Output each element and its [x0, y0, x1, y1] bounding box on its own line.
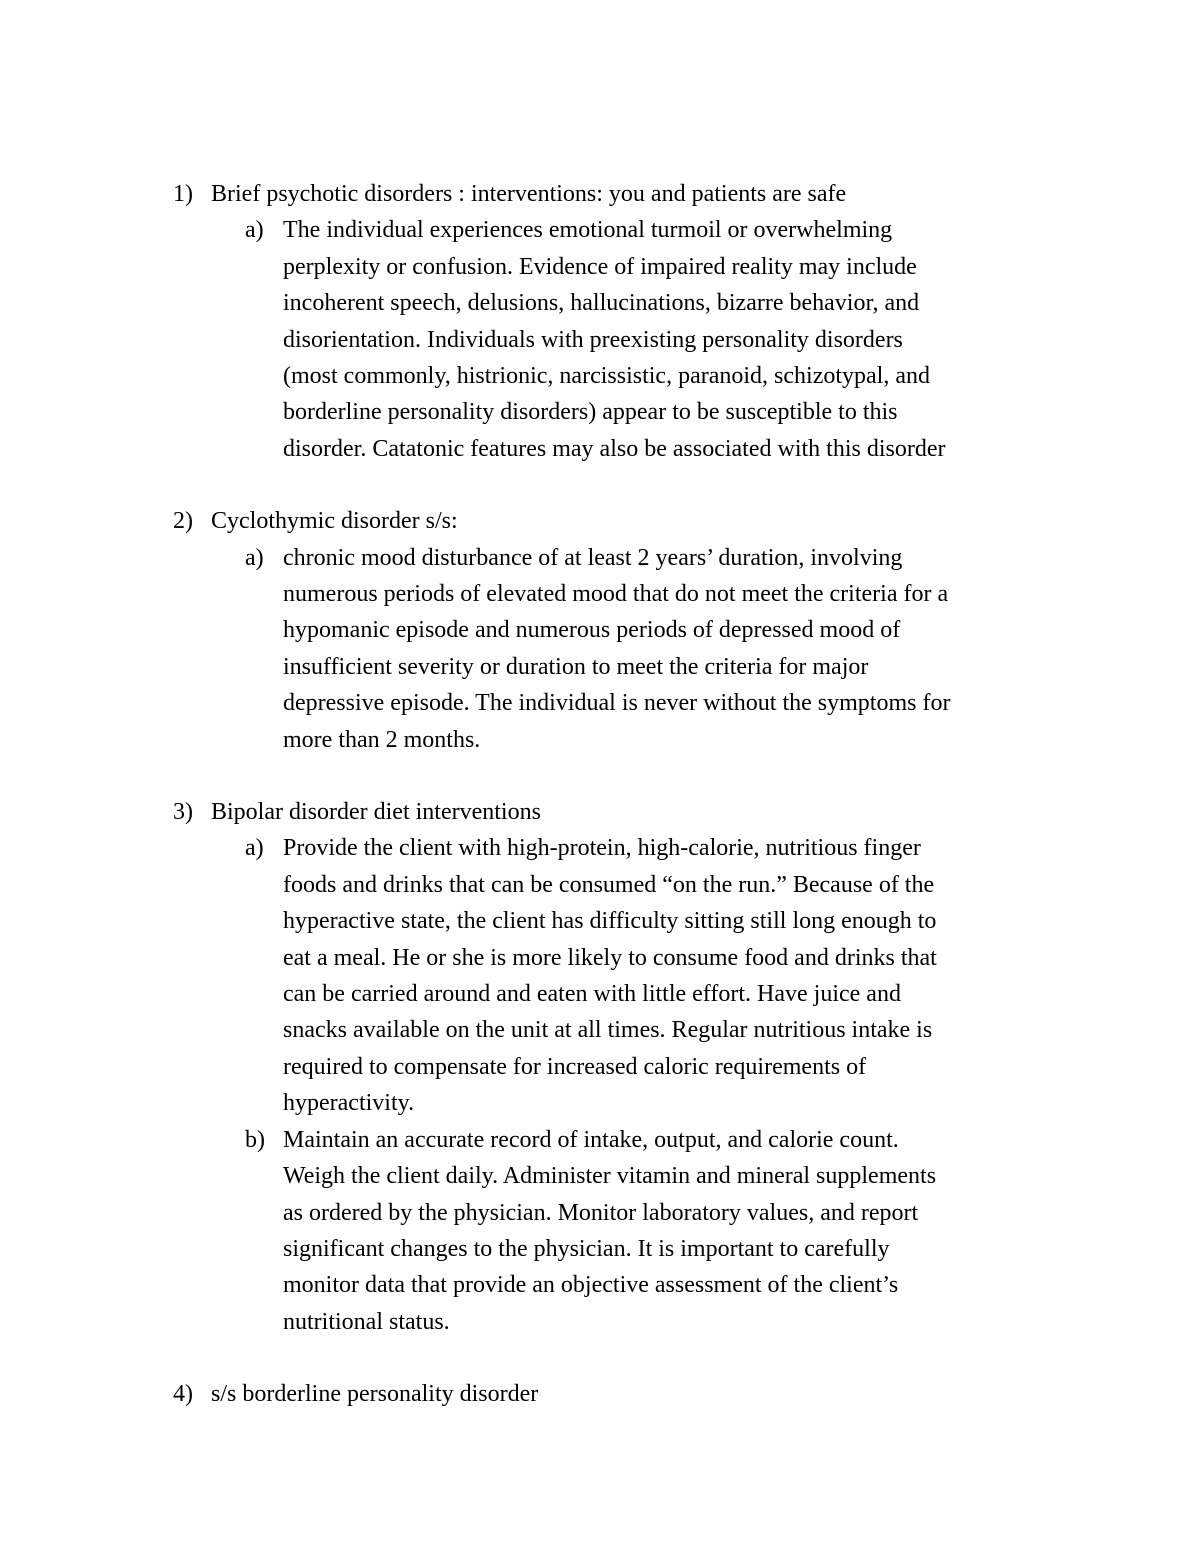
list-item-heading [0, 176, 1200, 212]
list-item-number: 1) [173, 181, 193, 207]
sub-item-text: chronic mood disturbance of at least 2 years’ duration, involving numerous periods of elevated mood that do not meet the criteria for a hypomanic episode and numerous periods of depressed mood of insufficient severity or duration to meet the criteria for major depressive episode. The individual is never without the symptoms for more than 2 months. [283, 544, 951, 753]
list-item-heading [0, 794, 1200, 830]
sub-item-letter: a) [245, 544, 264, 571]
list-item-title: Bipolar disorder diet interventions [211, 799, 541, 826]
document-body [0, 176, 1200, 1449]
list-item-title: Brief psychotic disorders : interventions: you and patients are safe [211, 181, 847, 207]
sub-item-letter: a) [245, 835, 264, 862]
list-item-number: 3) [173, 799, 193, 826]
list-item-3 [0, 794, 1200, 1340]
list-item-4 [0, 1376, 1200, 1412]
list-item-number: 4) [173, 1381, 193, 1408]
sub-item-letter: b) [245, 1126, 265, 1153]
list-item-number: 2) [173, 508, 193, 535]
list-item-1 [0, 176, 1200, 467]
sub-item [0, 1122, 1063, 1340]
sub-item-text: The individual experiences emotional turmoil or overwhelming perplexity or confusion. Evidence of impaired reality may include incoherent speech, delusions, hallucinations, bizarre behavior, and disorientation. Individuals with preexisting personality disorders (most commonly, histrionic, narcissistic, paranoid, schizotypal, and borderline personality disorders) appear to be susceptible to this disorder. Catatonic features may also be associated with this disorder [283, 217, 946, 462]
list-item-heading [0, 503, 1200, 539]
sub-item-letter: a) [245, 217, 264, 244]
sub-item [0, 830, 1063, 1121]
list-item-heading [0, 1376, 1200, 1412]
sub-item-text: Maintain an accurate record of intake, output, and calorie count. Weigh the client daily. Administer vitamin and mineral supplements as ordered by the physician. Monitor laboratory values, and report significant changes to the physician. It is important to carefully monitor data that provide an objective assessment of the client’s nutritional status. [283, 1126, 937, 1335]
list-item-2 [0, 503, 1200, 758]
list-item-title: s/s borderline personality disorder [211, 1381, 539, 1408]
sub-item [0, 212, 1063, 467]
sub-item-text: Provide the client with high-protein, high-calorie, nutritious finger foods and drinks that can be consumed “on the run.” Because of the hyperactive state, the client has difficulty sitting still long enough to eat a meal. He or she is more likely to consume food and drinks that can be carried around and eaten with little effort. Have juice and snacks available on the unit at all times. Regular nutritious intake is required to compensate for increased caloric requirements of hyperactivity. [283, 835, 937, 1117]
sub-item [0, 540, 1063, 758]
list-item-title: Cyclothymic disorder s/s: [211, 508, 458, 535]
